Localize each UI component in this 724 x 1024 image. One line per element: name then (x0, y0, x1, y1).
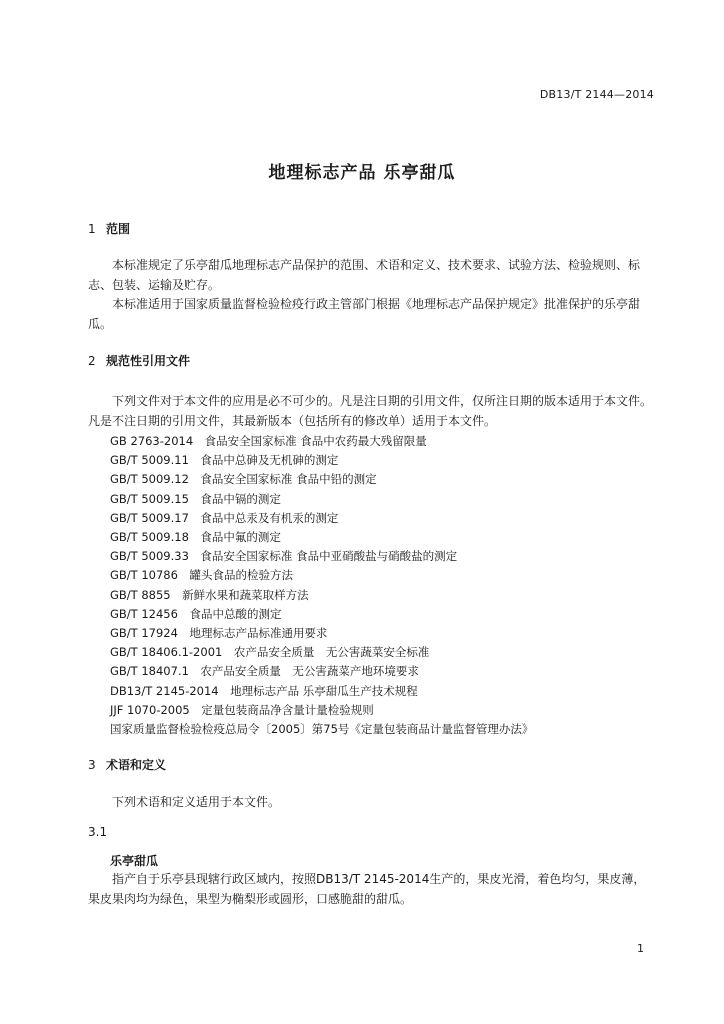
section-title: 范围 (106, 222, 131, 236)
section-heading-references (88, 352, 190, 369)
term-definition: 指产自于乐亭县现辖行政区域内，按照DB13/T 2145-2014生产的，果皮光滑，着色均匀，果皮薄，果皮果肉均为绿色，果型为椭梨形或圆形，口感脆甜的甜瓜。 (88, 872, 646, 906)
section-number: 3 (88, 758, 96, 772)
reference-item: GB/T 5009.12 食品安全国家标准 食品中铅的测定 (110, 472, 377, 487)
reference-item: GB/T 10786 罐头食品的检验方法 (110, 568, 293, 583)
reference-item: GB/T 18407.1 农产品安全质量 无公害蔬菜产地环境要求 (110, 664, 419, 679)
reference-item: DB13/T 2145-2014 地理标志产品 乐亭甜瓜生产技术规程 (110, 683, 418, 698)
term-name: 乐亭甜瓜 (110, 854, 159, 868)
document-title: 地理标志产品 乐亭甜瓜 (268, 163, 456, 183)
reference-item: GB/T 5009.18 食品中氟的测定 (110, 530, 281, 544)
terms-intro: 下列术语和定义适用于本文件。 (112, 795, 281, 809)
section-number: 2 (88, 354, 96, 368)
standard-code: DB13/T 2144—2014 (539, 88, 654, 101)
subsection-number: 3.1 (88, 825, 108, 839)
references-intro: 下列文件对于本文件的应用是必不可少的。凡是注日期的引用文件，仅所注日期的版本适用于本文件。凡是不注日期的引用文件，其最新版本（包括所有的修改单）适用于本文件。 (88, 394, 653, 428)
section-heading-scope (88, 220, 130, 237)
page-number: 1 (637, 942, 644, 955)
reference-item: GB/T 5009.17 食品中总汞及有机汞的测定 (110, 510, 339, 525)
section-heading-terms (88, 756, 166, 773)
reference-item: JJF 1070-2005 定量包装商品净含量计量检验规则 (110, 702, 374, 717)
reference-item: GB/T 12456 食品中总酸的测定 (110, 606, 282, 621)
reference-item: GB/T 17924 地理标志产品标准通用要求 (110, 626, 328, 640)
section-title: 术语和定义 (106, 758, 167, 772)
scope-paragraph-1: 本标准规定了乐亭甜瓜地理标志产品保护的范围、术语和定义、技术要求、试验方法、检验规则、标志、包装、运输及贮存。 (88, 258, 641, 292)
section-number: 1 (88, 222, 96, 236)
reference-item: 国家质量监督检验检疫总局令〔2005〕第75号《定量包装商品计量监督管理办法》 (110, 722, 534, 736)
reference-item: GB/T 5009.11 食品中总砷及无机砷的测定 (110, 453, 339, 468)
section-title: 规范性引用文件 (106, 354, 191, 368)
reference-item: GB/T 18406.1-2001 农产品安全质量 无公害蔬菜安全标准 (110, 645, 430, 660)
reference-item: GB 2763-2014 食品安全国家标准 食品中农药最大残留限量 (110, 434, 427, 448)
reference-item: GB/T 5009.15 食品中镉的测定 (110, 491, 281, 506)
reference-item: GB/T 5009.33 食品安全国家标准 食品中亚硝酸盐与硝酸盐的测定 (110, 549, 458, 564)
scope-paragraph-2: 本标准适用于国家质量监督检验检疫行政主管部门根据《地理标志产品保护规定》批准保护的乐亭甜瓜。 (88, 297, 641, 331)
reference-item: GB/T 8855 新鲜水果和蔬菜取样方法 (110, 587, 309, 602)
